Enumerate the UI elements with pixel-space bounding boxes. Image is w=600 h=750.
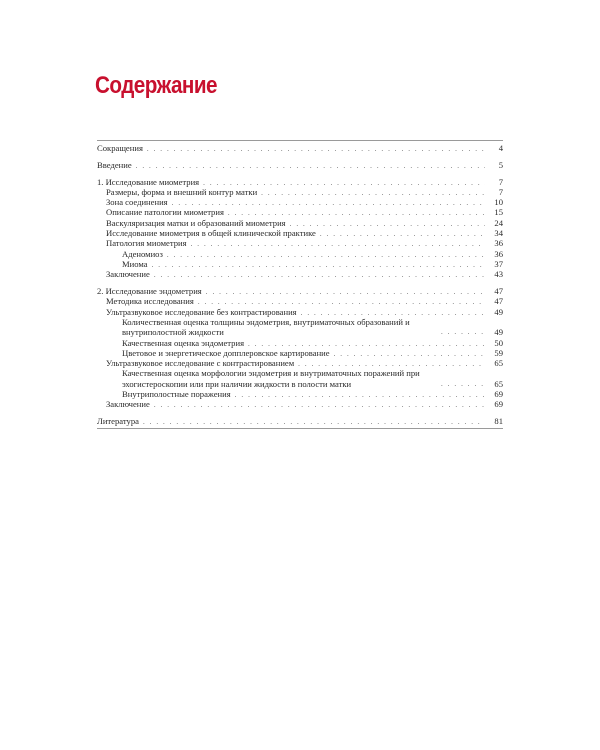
toc-top-rule xyxy=(97,140,503,141)
toc-entry[interactable] xyxy=(97,296,503,306)
toc-page-number: 15 xyxy=(494,207,503,218)
toc-subentry[interactable] xyxy=(97,249,503,259)
toc-page-number: 24 xyxy=(494,217,503,228)
toc-entry-label: Количественная оценка толщины эндометрия, внутриматочных образований и внутриполостной жидкости xyxy=(122,316,410,338)
toc-subentry[interactable] xyxy=(97,348,503,358)
toc-entry-label: Васкуляризация матки и образований миометрия xyxy=(106,217,286,228)
toc-entry-label: Патология миометрия xyxy=(106,238,187,249)
toc-page-number: 69 xyxy=(494,399,503,410)
toc-page-number: 36 xyxy=(494,248,503,259)
toc-entry[interactable] xyxy=(97,218,503,228)
toc-page-number: 59 xyxy=(494,347,503,358)
toc-subentry[interactable] xyxy=(97,317,503,338)
toc-entry-label: Миома xyxy=(122,258,148,269)
toc-bottom-rule xyxy=(97,428,503,429)
toc-entry[interactable] xyxy=(97,207,503,217)
dot-leader xyxy=(290,219,485,229)
toc-entry[interactable] xyxy=(97,228,503,238)
toc-entry-label: Качественная оценка эндометрия xyxy=(122,337,245,348)
toc-subentry[interactable] xyxy=(97,338,503,348)
toc-subentry[interactable] xyxy=(97,259,503,269)
toc-page-number: 7 xyxy=(498,186,503,197)
toc-entry-label: 2. Исследование эндометрия xyxy=(97,286,202,297)
toc-page-number: 4 xyxy=(498,143,503,153)
dot-leader xyxy=(320,229,485,239)
dot-leader xyxy=(147,144,485,154)
toc-page-number: 65 xyxy=(494,358,503,369)
toc-entry[interactable] xyxy=(97,269,503,279)
toc-page-number: 37 xyxy=(494,258,503,269)
dot-leader xyxy=(261,188,485,198)
toc-page-number: 5 xyxy=(498,159,503,170)
dot-leader xyxy=(167,250,485,260)
toc-page-number: 81 xyxy=(494,416,503,427)
toc-entry-label: Аденомиоз xyxy=(122,248,163,259)
toc-entry-label: Описание патологии миометрия xyxy=(106,207,224,218)
toc-entry[interactable] xyxy=(97,197,503,207)
toc-page-number: 36 xyxy=(494,238,503,249)
dot-leader xyxy=(136,161,485,171)
toc-entry[interactable] xyxy=(97,187,503,197)
toc-entry[interactable] xyxy=(97,238,503,248)
toc-entry-label: Заключение xyxy=(106,269,150,280)
dot-leader xyxy=(206,287,485,297)
dot-leader xyxy=(441,327,485,337)
toc-entry[interactable] xyxy=(97,307,503,317)
toc-subentry[interactable] xyxy=(97,368,503,389)
toc-page-number: 49 xyxy=(494,327,503,338)
toc-page-number: 65 xyxy=(494,378,503,389)
dot-leader xyxy=(143,417,485,427)
toc-page-number: 47 xyxy=(494,296,503,307)
dot-leader xyxy=(154,270,485,280)
toc-page-number: 10 xyxy=(494,197,503,208)
toc-page-number: 47 xyxy=(494,286,503,297)
table-of-contents xyxy=(97,138,503,431)
toc-entry-label: Качественная оценка морфологии эндометрия и внутриматочных поражений при эхогистероскопии или при наличии жидкости в полости матки xyxy=(122,368,420,389)
dot-leader xyxy=(154,400,485,410)
dot-leader xyxy=(441,379,485,389)
toc-entry-label: Размеры, форма и внешний контур матки xyxy=(106,186,258,197)
toc-entry-label: Внутриполостные поражения xyxy=(122,389,231,400)
toc-entry-label: Цветовое и энергетическое допплеровское картирование xyxy=(122,347,330,358)
dot-leader xyxy=(235,390,485,400)
toc-chapter-myometrium[interactable] xyxy=(97,177,503,187)
dot-leader xyxy=(191,239,485,249)
toc-entry[interactable] xyxy=(97,399,503,409)
toc-subentry[interactable] xyxy=(97,389,503,399)
toc-page-number: 69 xyxy=(494,389,503,400)
toc-entry[interactable] xyxy=(97,358,503,368)
toc-entry-label: 1. Исследование миометрия xyxy=(97,176,200,187)
toc-entry-label: Методика исследования xyxy=(106,296,194,307)
toc-entry-label: Ультразвуковое исследование без контрастирования xyxy=(106,306,297,317)
dot-leader xyxy=(152,260,485,270)
toc-page-number: 43 xyxy=(494,269,503,280)
toc-page-number: 34 xyxy=(494,228,503,239)
toc-page-number: 50 xyxy=(494,337,503,348)
toc-page-number: 49 xyxy=(494,306,503,317)
toc-entry-label: Зона соединения xyxy=(106,197,168,208)
toc-entry-label: Сокращения xyxy=(97,143,143,153)
toc-entry-label: Ультразвуковое исследование с контрастированием xyxy=(106,358,295,369)
toc-chapter-endometrium[interactable] xyxy=(97,286,503,296)
toc-entry-introduction[interactable] xyxy=(97,160,503,170)
toc-page-number: 7 xyxy=(498,176,503,187)
toc-entry-abbreviations[interactable] xyxy=(97,143,503,153)
page-title: Содержание xyxy=(95,72,217,99)
dot-leader xyxy=(334,349,485,359)
toc-entry-label: Литература xyxy=(97,416,139,427)
toc-entry-label: Заключение xyxy=(106,399,150,410)
toc-entry-label: Введение xyxy=(97,159,132,170)
toc-entry-label: Исследование миометрия в общей клинической практике xyxy=(106,228,316,239)
toc-entry-references[interactable] xyxy=(97,416,503,426)
